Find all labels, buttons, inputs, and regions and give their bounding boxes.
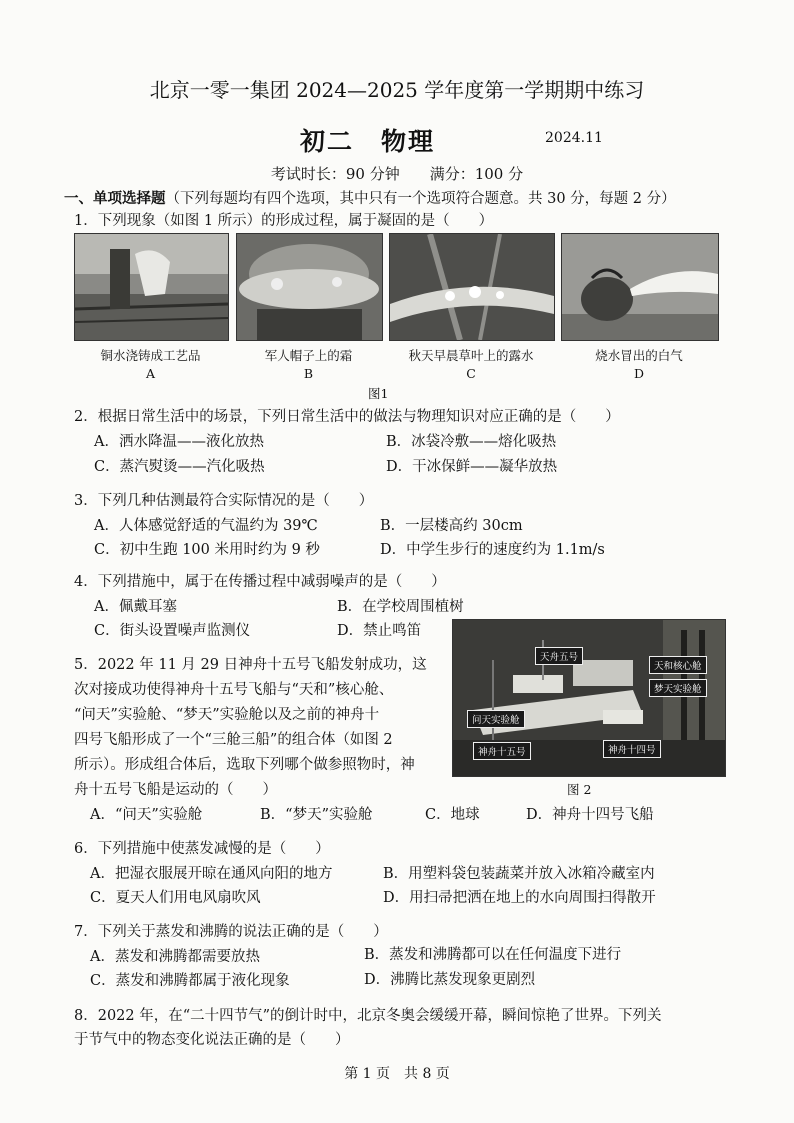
q8-line-2: 于节气中的物态变化说法正确的是（ ） <box>74 1032 350 1048</box>
q1-letter-b: B <box>303 366 314 381</box>
figure-1-label: 图1 <box>368 386 389 401</box>
q1-stem: 1．下列现象（如图 1 所示）的形成过程，属于凝固的是（ ） <box>74 213 494 229</box>
q1-caption-c: 秋天早晨草叶上的露水 <box>408 348 534 363</box>
q1-caption-a: 铜水浇铸成工艺品 <box>100 348 201 363</box>
q5-option-c: C．地球 <box>425 807 480 823</box>
fig2-label-tianzhou5: 天舟五号 <box>535 647 583 665</box>
q5-option-d: D．神舟十四号飞船 <box>526 807 654 823</box>
fig2-label-tianhe: 天和核心舱 <box>649 656 707 674</box>
q7-option-a: A．蒸发和沸腾都需要放热 <box>90 949 260 965</box>
q7-option-c: C．蒸发和沸腾都属于液化现象 <box>90 973 290 989</box>
fig2-label-shenzhou14: 神舟十四号 <box>603 740 661 758</box>
q6-option-b: B．用塑料袋包装蔬菜并放入冰箱冷藏室内 <box>383 866 655 882</box>
q3-option-a: A．人体感觉舒适的气温约为 39℃ <box>94 518 318 534</box>
q1-letter-c: C <box>466 366 476 381</box>
q1-caption-d: 烧水冒出的白气 <box>595 348 683 363</box>
section-instructions: （下列每题均有四个选项，其中只有一个选项符合题意。共 30 分，每题 2 分） <box>165 191 676 207</box>
q1-caption-b: 军人帽子上的霜 <box>264 348 353 363</box>
exam-info: 考试时长：90 分钟 满分：100 分 <box>270 165 524 183</box>
q4-option-d: D．禁止鸣笛 <box>337 623 422 639</box>
q4-option-c: C．街头设置噪声监测仪 <box>94 623 251 639</box>
q1-photo-d <box>561 233 719 341</box>
q5-line-6: 舟十五号飞船是运动的（ ） <box>74 782 277 798</box>
page-number: 第 1 页 共 8 页 <box>344 1066 450 1082</box>
fig2-label-mengtian: 梦天实验舱 <box>649 679 707 697</box>
exam-title: 北京一零一集团 2024—2025 学年度第一学期期中练习 <box>149 78 645 102</box>
q5-line-1: 5．2022 年 11 月 29 日神舟十五号飞船发射成功，这 <box>74 657 427 673</box>
q8-line-1: 8．2022 年，在“二十四节气”的倒计时中，北京冬奥会缓缓开幕，瞬间惊艳了世界。下列关 <box>74 1008 662 1024</box>
q5-line-5: 所示）。形成组合体后，选取下列哪个做参照物时，神 <box>74 757 415 773</box>
q4-option-a: A．佩戴耳塞 <box>94 599 177 615</box>
q6-stem: 6．下列措施中使蒸发减慢的是（ ） <box>74 841 330 857</box>
q6-option-a: A．把湿衣服展开晾在通风向阳的地方 <box>90 866 333 882</box>
q7-option-b: B．蒸发和沸腾都可以在任何温度下进行 <box>364 947 622 963</box>
q3-option-b: B．一层楼高约 30cm <box>380 518 523 534</box>
exam-date: 2024.11 <box>545 130 603 146</box>
q2-option-d: D．干冰保鲜——凝华放热 <box>386 459 558 475</box>
q3-stem: 3．下列几种估测最符合实际情况的是（ ） <box>74 493 374 509</box>
section-title: 一、单项选择题 <box>64 190 166 207</box>
subject-title: 初二 物理 <box>300 127 436 156</box>
q2-option-c: C．蒸汽熨烫——汽化吸热 <box>94 459 265 475</box>
q7-option-d: D．沸腾比蒸发现象更剧烈 <box>364 972 536 988</box>
q5-line-4: 四号飞船形成了一个“三舱三船”的组合体（如图 2 <box>74 732 393 748</box>
q1-photo-b <box>236 233 383 341</box>
q6-option-c: C．夏天人们用电风扇吹风 <box>90 890 261 906</box>
fig2-label-shenzhou15: 神舟十五号 <box>473 742 531 760</box>
q7-stem: 7．下列关于蒸发和沸腾的说法正确的是（ ） <box>74 924 388 940</box>
q1-letter-d: D <box>633 366 645 381</box>
figure-2-space-station <box>452 619 726 777</box>
fig2-label-wentian: 问天实验舱 <box>467 710 525 728</box>
section-heading <box>64 187 676 208</box>
q6-option-d: D．用扫帚把洒在地上的水向周围扫得散开 <box>383 890 656 906</box>
q3-option-d: D．中学生步行的速度约为 1.1m/s <box>380 542 605 558</box>
q2-option-a: A．洒水降温——液化放热 <box>94 434 264 450</box>
q2-option-b: B．冰袋冷敷——熔化吸热 <box>386 434 557 450</box>
q4-option-b: B．在学校周围植树 <box>337 599 464 615</box>
q5-option-a: A．“问天”实验舱 <box>90 807 203 823</box>
figure-2-label: 图 2 <box>567 782 592 797</box>
q1-photo-c <box>389 233 555 341</box>
q4-stem: 4．下列措施中，属于在传播过程中减弱噪声的是（ ） <box>74 574 446 590</box>
q5-line-2: 次对接成功使得神舟十五号飞船与“天和”核心舱、 <box>74 682 394 698</box>
q5-line-3: “问天”实验舱、“梦天”实验舱以及之前的神舟十 <box>74 707 380 723</box>
q2-stem: 2．根据日常生活中的场景，下列日常生活中的做法与物理知识对应正确的是（ ） <box>74 409 620 425</box>
q3-option-c: C．初中生跑 100 米用时约为 9 秒 <box>94 542 320 558</box>
q1-letter-a: A <box>145 366 156 381</box>
q5-option-b: B．“梦天”实验舱 <box>260 807 373 823</box>
q1-photo-a <box>74 233 229 341</box>
